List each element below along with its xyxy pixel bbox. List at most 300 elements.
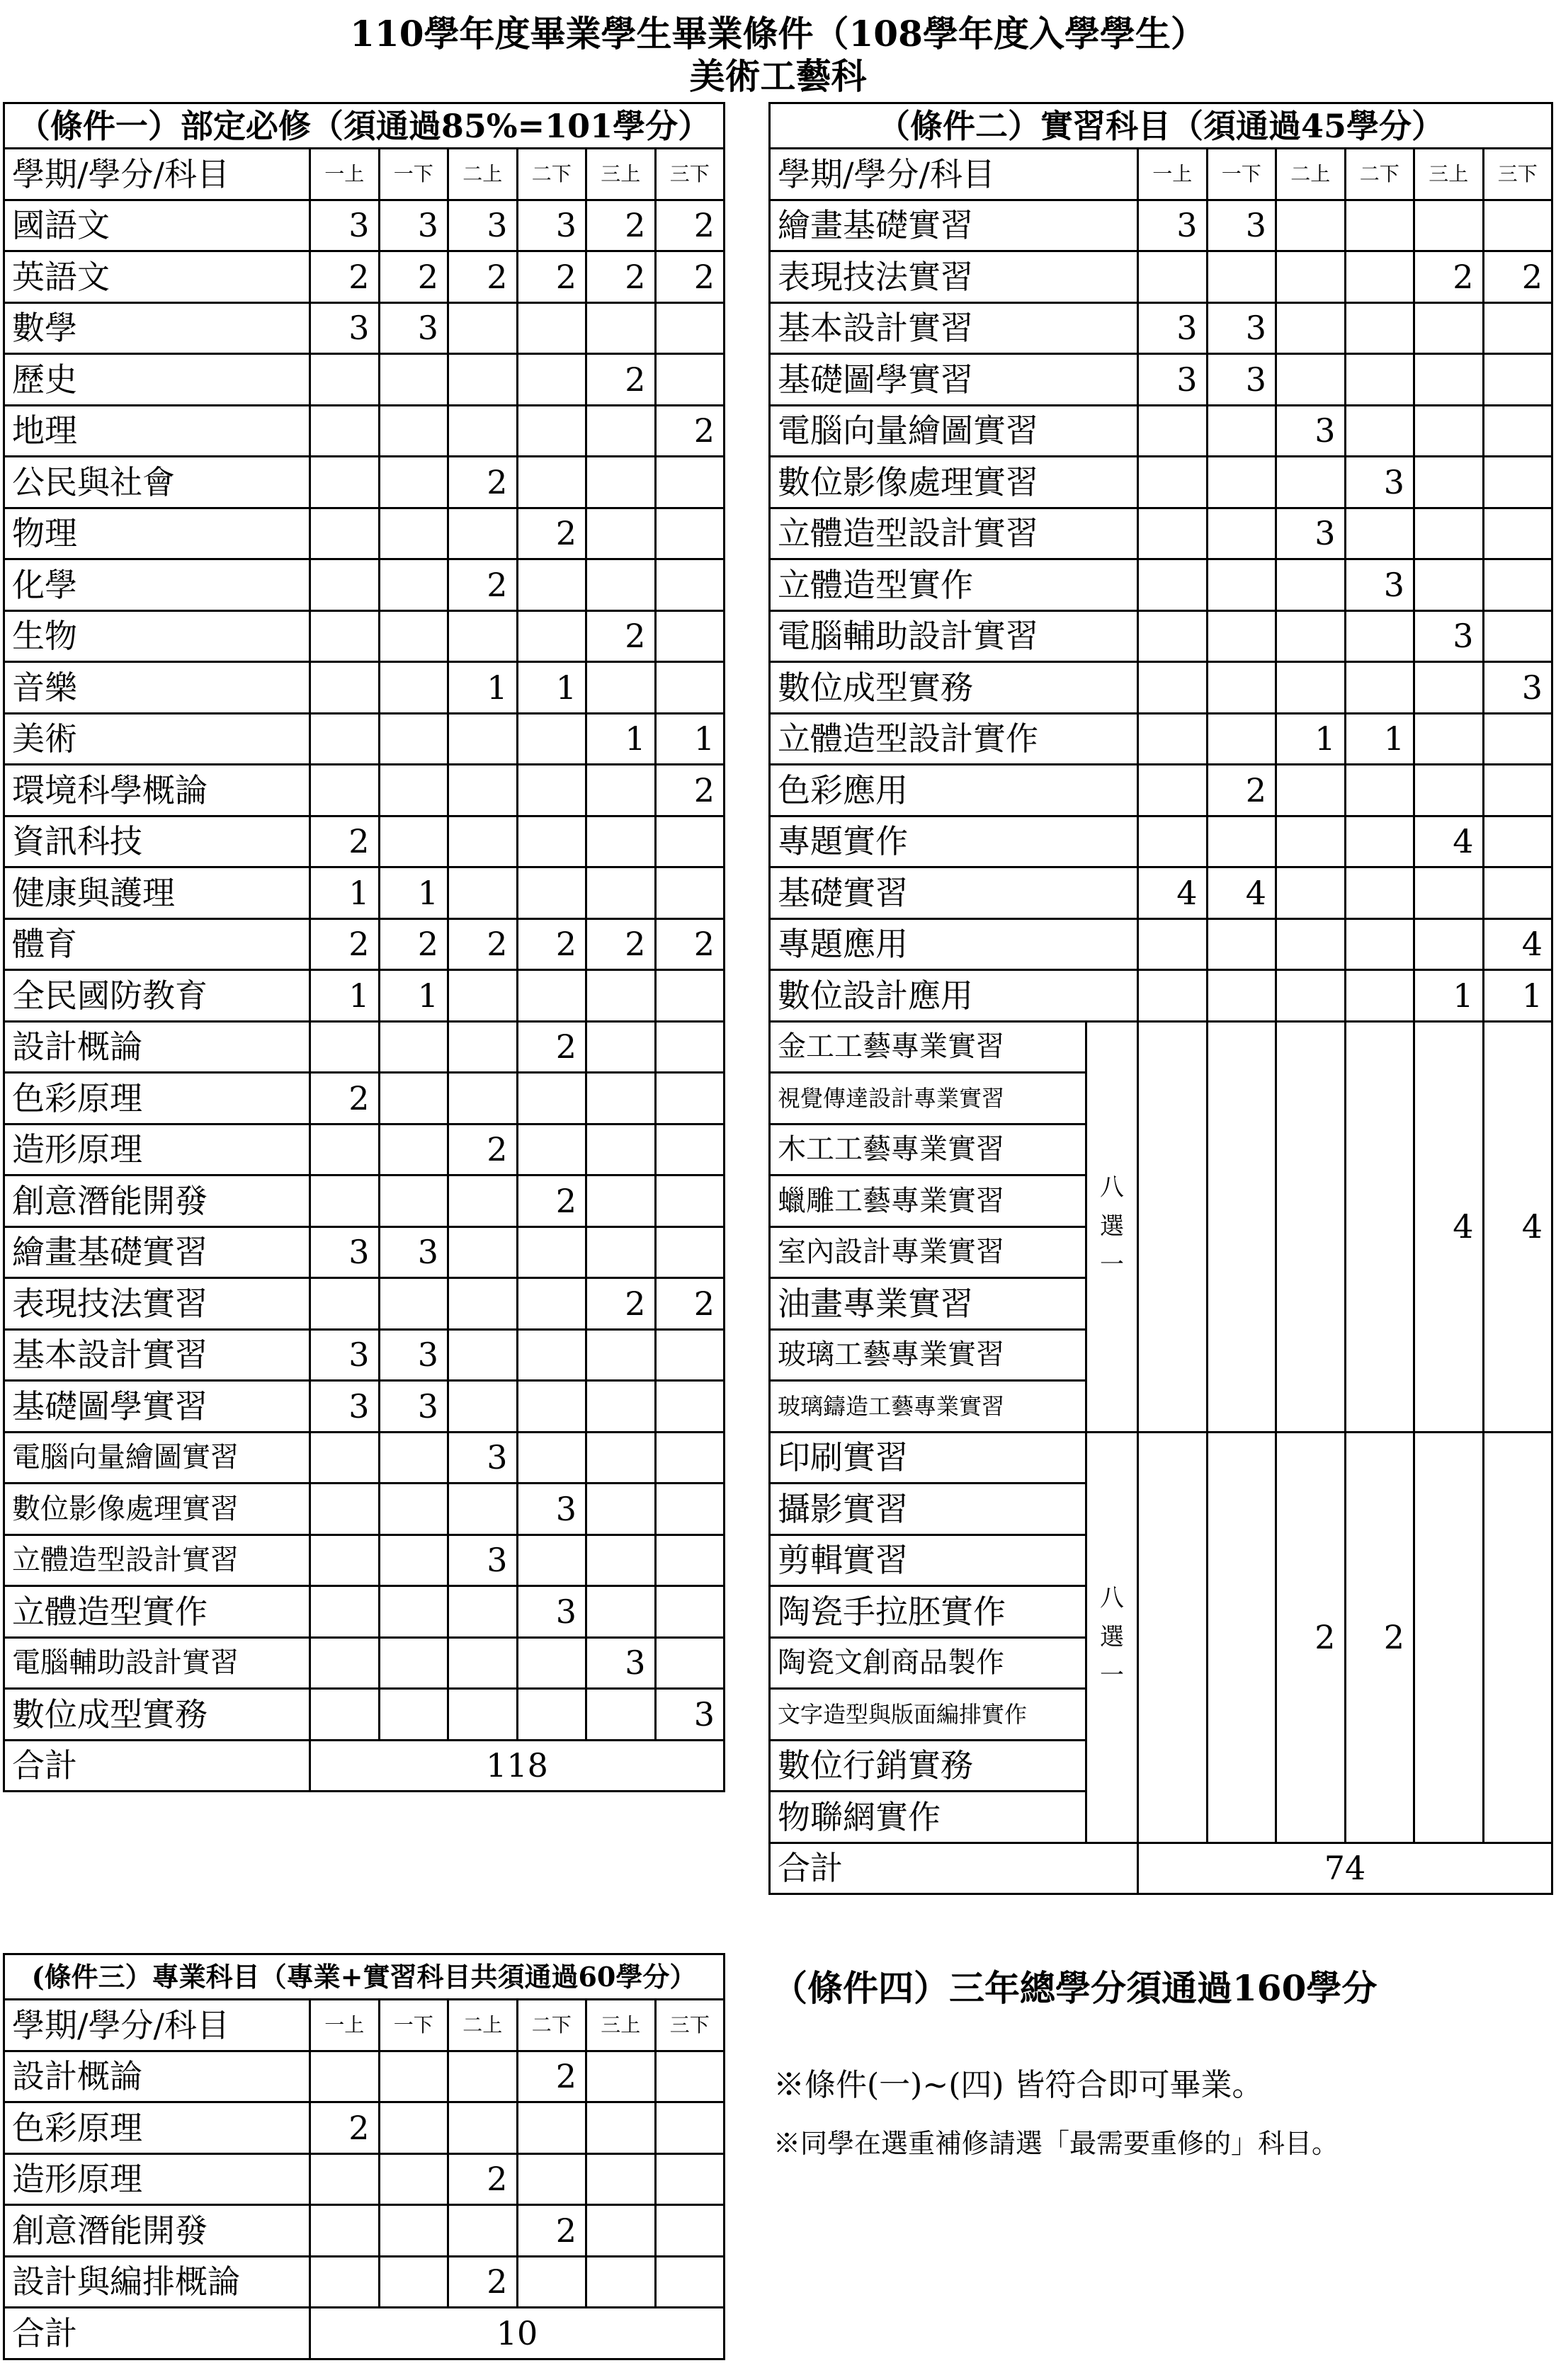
credit-cell [1414, 457, 1484, 508]
credit-cell [586, 1124, 656, 1175]
semester-header: 三上 [1414, 149, 1484, 200]
credit-cell [586, 1689, 656, 1741]
course-name: 地理 [4, 405, 310, 457]
credit-cell [310, 1535, 380, 1586]
course-row [4, 200, 725, 251]
credit-cell: 3 [517, 200, 586, 251]
credit-cell [1276, 970, 1346, 1022]
credit-cell [586, 1432, 656, 1484]
course-name: 立體造型實作 [770, 559, 1138, 611]
course-name: 全民國防教育 [4, 970, 310, 1022]
elective-course-name: 文字造型與版面編排實作 [770, 1689, 1086, 1741]
table-header-row [4, 149, 725, 200]
condition4-note: （條件四）三年總學分須通過160學分 [772, 1967, 1378, 2009]
credit-cell: 2 [448, 251, 518, 303]
credit-cell: 2 [586, 918, 656, 970]
table-title: (條件三）專業科目（專業+實習科目共須通過60學分） [4, 1954, 725, 2000]
credit-cell: 3 [1276, 508, 1346, 559]
course-name: 繪畫基礎實習 [4, 1226, 310, 1278]
credit-cell: 3 [448, 200, 518, 251]
credit-cell [1414, 508, 1484, 559]
credit-cell [1414, 354, 1484, 406]
credit-cell: 2 [310, 251, 380, 303]
semester-header: 三上 [586, 2000, 656, 2051]
credit-cell: 2 [448, 2256, 518, 2308]
course-row [4, 457, 725, 508]
course-name: 公民與社會 [4, 457, 310, 508]
semester-header: 一上 [1138, 149, 1208, 200]
elective-course-name: 印刷實習 [770, 1432, 1086, 1484]
table-title: （條件一）部定必修（須通過85%=101學分） [4, 103, 725, 149]
course-name: 體育 [4, 918, 310, 970]
credit-cell [310, 508, 380, 559]
credit-cell: 2 [517, 2051, 586, 2102]
credit-cell [1276, 200, 1346, 251]
course-row [770, 662, 1552, 714]
credit-cell: 2 [586, 354, 656, 406]
credit-cell [1414, 765, 1484, 816]
credit-cell [1483, 1432, 1552, 1843]
course-name: 英語文 [4, 251, 310, 303]
credit-cell [586, 1073, 656, 1124]
course-row [770, 251, 1552, 303]
course-row [4, 1329, 725, 1381]
credit-cell: 3 [1414, 610, 1484, 662]
total-label: 合計 [770, 1843, 1138, 1894]
course-row [4, 1381, 725, 1433]
course-row [4, 2102, 725, 2154]
course-name: 資訊科技 [4, 816, 310, 867]
credit-cell [1276, 457, 1346, 508]
credit-cell [655, 1073, 725, 1124]
credit-cell: 3 [1276, 405, 1346, 457]
course-name: 音樂 [4, 662, 310, 714]
credit-cell [586, 2102, 656, 2154]
course-row [4, 2051, 725, 2102]
credit-cell [586, 405, 656, 457]
condition3-table [3, 1953, 725, 2360]
course-name: 環境科學概論 [4, 765, 310, 816]
header-label: 學期/學分/科目 [4, 2000, 310, 2051]
credit-cell: 1 [1483, 970, 1552, 1022]
credit-cell [1414, 302, 1484, 354]
credit-cell: 4 [1483, 918, 1552, 970]
credit-cell: 1 [448, 662, 518, 714]
course-name: 數學 [4, 302, 310, 354]
course-row [4, 2256, 725, 2308]
credit-cell: 2 [448, 1124, 518, 1175]
credit-cell [586, 2153, 656, 2205]
course-row [770, 508, 1552, 559]
credit-cell: 3 [379, 1226, 448, 1278]
credit-cell [586, 2256, 656, 2308]
course-row [4, 1124, 725, 1175]
credit-cell [310, 1124, 380, 1175]
credit-cell [1483, 867, 1552, 919]
course-name: 色彩原理 [4, 1073, 310, 1124]
course-name: 數位設計應用 [770, 970, 1138, 1022]
credit-cell [655, 1484, 725, 1535]
credit-cell: 3 [517, 1484, 586, 1535]
credit-cell: 2 [586, 200, 656, 251]
course-name: 立體造型設計實習 [770, 508, 1138, 559]
credit-cell [1207, 1432, 1276, 1843]
course-row [4, 1021, 725, 1073]
credit-cell [310, 1432, 380, 1484]
credit-cell [1414, 867, 1484, 919]
credit-cell [655, 1432, 725, 1484]
credit-cell [1138, 559, 1208, 611]
semester-header: 一下 [379, 149, 448, 200]
credit-cell: 2 [655, 405, 725, 457]
credit-cell [448, 2051, 518, 2102]
condition1-table [3, 102, 725, 1792]
credit-cell [1207, 251, 1276, 303]
course-name: 基本設計實習 [770, 302, 1138, 354]
course-row [4, 610, 725, 662]
credit-cell: 2 [1276, 1432, 1346, 1843]
credit-cell: 3 [310, 200, 380, 251]
credit-cell [586, 1175, 656, 1227]
credit-cell [655, 2205, 725, 2257]
credit-cell [1207, 1021, 1276, 1432]
credit-cell: 3 [1207, 302, 1276, 354]
course-row [4, 867, 725, 919]
elective-group-label [1086, 1432, 1138, 1843]
credit-cell [1207, 713, 1276, 765]
course-name: 創意潛能開發 [4, 2205, 310, 2257]
credit-cell [1345, 354, 1414, 406]
credit-cell [655, 457, 725, 508]
credit-cell [448, 1637, 518, 1689]
credit-cell [310, 2153, 380, 2205]
elective-course-name: 視覺傳達設計專業實習 [770, 1073, 1086, 1124]
credit-cell [1276, 251, 1346, 303]
credit-cell: 2 [655, 918, 725, 970]
credit-cell: 1 [517, 662, 586, 714]
credit-cell [310, 457, 380, 508]
course-row [4, 559, 725, 611]
credit-cell [448, 2102, 518, 2154]
credit-cell: 1 [310, 867, 380, 919]
credit-cell [586, 2205, 656, 2257]
page-title: 110學年度畢業學生畢業條件（108學年度入學學生） [350, 13, 1206, 55]
credit-cell [586, 508, 656, 559]
credit-cell [448, 867, 518, 919]
credit-cell: 3 [379, 200, 448, 251]
credit-cell [448, 765, 518, 816]
credit-cell: 2 [517, 1021, 586, 1073]
course-row [4, 970, 725, 1022]
course-name: 專題實作 [770, 816, 1138, 867]
credit-cell [517, 559, 586, 611]
credit-cell [379, 765, 448, 816]
credit-cell [310, 405, 380, 457]
credit-cell: 2 [517, 2205, 586, 2257]
credit-cell [1345, 662, 1414, 714]
credit-cell [1414, 405, 1484, 457]
credit-cell [310, 610, 380, 662]
course-row [770, 200, 1552, 251]
elective-group-label-char: 選 [1100, 1622, 1124, 1651]
credit-cell [379, 2102, 448, 2154]
credit-cell [379, 405, 448, 457]
credit-cell [310, 354, 380, 406]
credit-cell: 2 [448, 559, 518, 611]
table-header-row [770, 149, 1552, 200]
table-title: （條件二）實習科目（須通過45學分） [770, 103, 1552, 149]
credit-cell: 2 [517, 508, 586, 559]
credit-cell [517, 457, 586, 508]
semester-header: 二下 [517, 2000, 586, 2051]
course-row [4, 2153, 725, 2205]
credit-cell: 2 [586, 610, 656, 662]
elective-group-label-char: 一 [1100, 1661, 1124, 1690]
condition2-table [768, 102, 1553, 1895]
credit-cell: 2 [586, 1278, 656, 1330]
elective-course-name: 陶瓷文創商品製作 [770, 1637, 1086, 1689]
credit-cell [1345, 200, 1414, 251]
course-row [4, 816, 725, 867]
credit-cell [517, 765, 586, 816]
elective-course-name: 油畫專業實習 [770, 1278, 1086, 1330]
credit-cell [586, 765, 656, 816]
course-row [770, 867, 1552, 919]
total-row [4, 1740, 725, 1792]
credit-cell [1345, 1021, 1414, 1432]
credit-cell: 3 [379, 1329, 448, 1381]
total-value: 10 [310, 2308, 725, 2359]
credit-cell [586, 816, 656, 867]
course-row [4, 1432, 725, 1484]
course-row [770, 970, 1552, 1022]
credit-cell [1345, 867, 1414, 919]
credit-cell [1483, 765, 1552, 816]
course-name: 設計與編排概論 [4, 2256, 310, 2308]
course-row [4, 1637, 725, 1689]
course-name: 數位成型實務 [4, 1689, 310, 1741]
elective-course-name: 攝影實習 [770, 1484, 1086, 1535]
elective-group-label [1086, 1021, 1138, 1432]
course-name: 基礎實習 [770, 867, 1138, 919]
credit-cell [517, 354, 586, 406]
course-row [770, 354, 1552, 406]
course-name: 專題應用 [770, 918, 1138, 970]
credit-cell [448, 405, 518, 457]
credit-cell [655, 1586, 725, 1638]
credit-cell [310, 662, 380, 714]
course-row [4, 713, 725, 765]
course-name: 健康與護理 [4, 867, 310, 919]
credit-cell [379, 1586, 448, 1638]
credit-cell [517, 2102, 586, 2154]
credit-cell: 2 [448, 918, 518, 970]
semester-header: 二下 [517, 149, 586, 200]
course-name: 電腦輔助設計實習 [4, 1637, 310, 1689]
credit-cell [1483, 302, 1552, 354]
credit-cell [1207, 508, 1276, 559]
elective-group-label-char: 八 [1100, 1584, 1124, 1613]
course-row [770, 559, 1552, 611]
credit-cell [448, 1484, 518, 1535]
credit-cell [586, 970, 656, 1022]
credit-cell [1483, 354, 1552, 406]
credit-cell [379, 354, 448, 406]
elective-group-label-char: 一 [1100, 1251, 1124, 1280]
course-row [4, 1278, 725, 1330]
credit-cell [655, 302, 725, 354]
credit-cell [448, 1226, 518, 1278]
total-value: 118 [310, 1740, 725, 1792]
credit-cell: 2 [310, 2102, 380, 2154]
credit-cell: 2 [517, 918, 586, 970]
course-name: 色彩原理 [4, 2102, 310, 2154]
credit-cell [517, 1073, 586, 1124]
header-label: 學期/學分/科目 [770, 149, 1138, 200]
semester-header: 三上 [586, 149, 656, 200]
course-name: 電腦向量繪圖實習 [4, 1432, 310, 1484]
credit-cell [586, 1535, 656, 1586]
credit-cell [586, 1329, 656, 1381]
credit-cell [1483, 816, 1552, 867]
credit-cell: 1 [310, 970, 380, 1022]
credit-cell [448, 816, 518, 867]
course-row [4, 302, 725, 354]
course-name: 造形原理 [4, 1124, 310, 1175]
credit-cell: 1 [586, 713, 656, 765]
credit-cell [1138, 970, 1208, 1022]
table-title-row [4, 103, 725, 149]
credit-cell [448, 1689, 518, 1741]
course-name: 立體造型實作 [4, 1586, 310, 1638]
course-row [4, 1073, 725, 1124]
credit-cell [655, 1637, 725, 1689]
credit-cell [379, 610, 448, 662]
credit-cell: 1 [1414, 970, 1484, 1022]
semester-header: 二下 [1345, 149, 1414, 200]
credit-cell: 2 [655, 200, 725, 251]
semester-header: 一下 [1207, 149, 1276, 200]
credit-cell [1483, 200, 1552, 251]
credit-cell [379, 2205, 448, 2257]
credit-cell [517, 713, 586, 765]
credit-cell: 2 [517, 1175, 586, 1227]
semester-header: 二上 [1276, 149, 1346, 200]
course-name: 造形原理 [4, 2153, 310, 2205]
credit-cell [1138, 1021, 1208, 1432]
elective-course-name: 陶瓷手拉胚實作 [770, 1586, 1086, 1638]
credit-cell [1414, 662, 1484, 714]
total-label: 合計 [4, 2308, 310, 2359]
course-name: 數位影像處理實習 [770, 457, 1138, 508]
course-name: 生物 [4, 610, 310, 662]
credit-cell [586, 2051, 656, 2102]
elective-course-name: 物聯網實作 [770, 1792, 1086, 1843]
credit-cell [310, 559, 380, 611]
course-name: 色彩應用 [770, 765, 1138, 816]
credit-cell [655, 970, 725, 1022]
credit-cell [517, 2153, 586, 2205]
course-name: 立體造型設計實作 [770, 713, 1138, 765]
course-name: 電腦輔助設計實習 [770, 610, 1138, 662]
credit-cell [1414, 559, 1484, 611]
course-name: 繪畫基礎實習 [770, 200, 1138, 251]
credit-cell [586, 1021, 656, 1073]
credit-cell [1207, 610, 1276, 662]
table-title-row [4, 1954, 725, 2000]
credit-cell [1345, 302, 1414, 354]
credit-cell: 2 [655, 765, 725, 816]
credit-cell [1345, 508, 1414, 559]
elective-course-name: 玻璃鑄造工藝專業實習 [770, 1381, 1086, 1433]
credit-cell [1207, 559, 1276, 611]
credit-cell [655, 2102, 725, 2154]
credit-cell [1345, 765, 1414, 816]
credit-cell [310, 1689, 380, 1741]
credit-cell [1276, 610, 1346, 662]
credit-cell [655, 1535, 725, 1586]
credit-cell: 2 [1207, 765, 1276, 816]
credit-cell [655, 610, 725, 662]
course-name: 創意潛能開發 [4, 1175, 310, 1227]
credit-cell [1138, 251, 1208, 303]
credit-cell [655, 1381, 725, 1433]
credit-cell: 3 [310, 1329, 380, 1381]
credit-cell [1483, 610, 1552, 662]
credit-cell [310, 2256, 380, 2308]
total-label: 合計 [4, 1740, 310, 1792]
course-name: 化學 [4, 559, 310, 611]
credit-cell [1138, 405, 1208, 457]
course-name: 表現技法實習 [770, 251, 1138, 303]
course-name: 設計概論 [4, 2051, 310, 2102]
credit-cell [655, 354, 725, 406]
credit-cell [1207, 405, 1276, 457]
credit-cell: 2 [448, 2153, 518, 2205]
credit-cell [655, 559, 725, 611]
credit-cell [379, 1021, 448, 1073]
credit-cell: 3 [1207, 200, 1276, 251]
semester-header: 三下 [655, 2000, 725, 2051]
credit-cell [586, 1381, 656, 1433]
credit-cell [1138, 457, 1208, 508]
credit-cell [310, 713, 380, 765]
credit-cell [586, 662, 656, 714]
credit-cell [586, 867, 656, 919]
course-row [4, 251, 725, 303]
credit-cell [1138, 1432, 1208, 1843]
credit-cell [310, 2205, 380, 2257]
elective-course-name: 剪輯實習 [770, 1535, 1086, 1586]
credit-cell [1207, 970, 1276, 1022]
credit-cell [448, 354, 518, 406]
elective-group-label-char: 八 [1100, 1173, 1124, 1202]
credit-cell [517, 610, 586, 662]
course-name: 歷史 [4, 354, 310, 406]
credit-cell: 2 [379, 918, 448, 970]
credit-cell [379, 2256, 448, 2308]
credit-cell [517, 1278, 586, 1330]
table-header-row [4, 2000, 725, 2051]
elective-group-label-char: 選 [1100, 1212, 1124, 1241]
credit-cell [379, 1432, 448, 1484]
credit-cell [655, 662, 725, 714]
elective-row [770, 1021, 1552, 1073]
credit-cell [1138, 713, 1208, 765]
course-row [4, 1535, 725, 1586]
credit-cell [586, 302, 656, 354]
credit-cell [655, 1021, 725, 1073]
